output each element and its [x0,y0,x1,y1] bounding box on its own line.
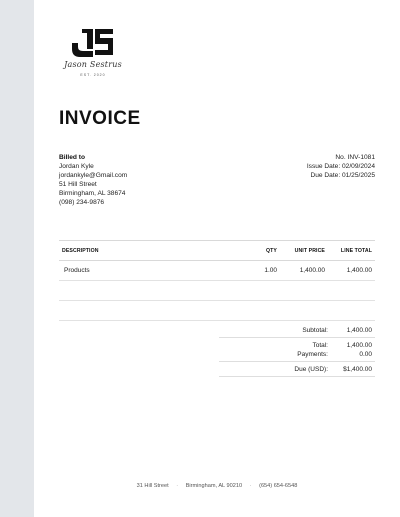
due-label: Due (USD): [294,366,328,373]
table-row [59,281,375,301]
logo-tagline: EST. 2020 [80,73,106,77]
table-row [59,261,375,281]
footer-separator: · [176,483,179,489]
footer-address: 31 Hill Street [136,483,169,489]
invoice-number: No. INV-1081 [335,154,375,161]
row-line-total: 1,400.00 [346,267,372,274]
due-date: Due Date: 01/25/2025 [310,172,375,179]
total-value: 1,400.00 [346,342,372,349]
line-items-table [59,240,375,321]
client-city: Birmingham, AL 38674 [59,190,126,197]
subtotal-section [219,326,375,338]
payments-line [219,350,375,359]
client-phone: (098) 234-9876 [59,199,105,206]
billed-to-heading: Billed to [59,154,86,161]
payments-value: 0.00 [359,351,372,358]
footer-city: Birmingham, AL 90210 [185,483,243,489]
subtotal-label: Subtotal: [302,327,328,334]
due-line [219,365,375,374]
header-description: DESCRIPTION [62,247,99,254]
table-header-row [59,240,375,261]
client-email: jordankyle@Gmail.com [59,172,128,179]
header-unit-price: UNIT PRICE [294,247,325,254]
row-unit-price: 1,400.00 [299,267,325,274]
invoice-sheet [34,0,400,517]
row-qty: 1.00 [264,267,277,274]
invoice-meta-block [307,153,375,180]
footer-separator: · [249,483,252,489]
due-section [219,362,375,377]
invoice-footer [34,483,400,489]
left-sidebar-strip [0,0,34,517]
billed-to-block [59,153,127,207]
monogram-logo-icon [60,27,126,59]
header-qty: QTY [266,247,277,254]
totals-block [219,326,375,377]
subtotal-value: 1,400.00 [346,327,372,334]
total-line [219,341,375,350]
row-description: Products [64,267,90,274]
payments-label: Payments: [297,351,328,358]
subtotal-line [219,326,375,335]
total-label: Total: [312,342,328,349]
company-logo [60,27,126,87]
client-name: Jordan Kyle [59,163,94,170]
footer-phone: (654) 654-6548 [259,483,298,489]
due-value: $1,400.00 [343,366,372,373]
issue-date: Issue Date: 02/09/2024 [306,163,375,170]
table-row [59,301,375,321]
total-section [219,338,375,362]
header-line-total: LINE TOTAL [340,247,372,254]
invoice-title: INVOICE [59,108,141,129]
client-street: 51 Hill Street [59,181,97,188]
logo-script-name: Jason Sestrus [64,60,122,69]
